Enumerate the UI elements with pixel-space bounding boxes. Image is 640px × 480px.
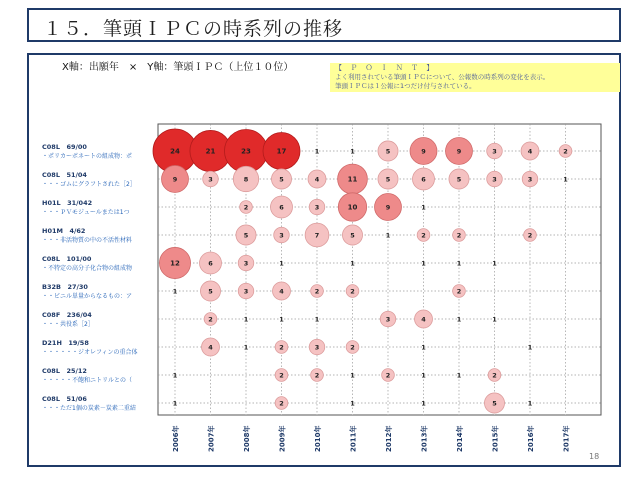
bubble-value: 1 <box>350 147 355 156</box>
bubble-value: 5 <box>385 175 391 184</box>
y-category-code: H01L 31/042 <box>42 199 93 207</box>
bubble-value: 1 <box>314 147 320 156</box>
bubble-value: 9 <box>172 175 178 184</box>
bubble-value: 1 <box>350 259 355 268</box>
bubble-value: 3 <box>208 175 213 184</box>
bubble-value: 1 <box>527 399 533 408</box>
bubble-value: 5 <box>208 287 213 296</box>
bubble-value: 2 <box>350 343 355 352</box>
bubble-value: 3 <box>314 203 320 212</box>
bubble-value: 5 <box>492 399 497 408</box>
bubble-value: 1 <box>314 315 320 324</box>
bubble-value: 8 <box>243 175 249 184</box>
bubble-value: 6 <box>208 259 213 268</box>
bubble-value: 10 <box>347 203 358 212</box>
bubble-value: 1 <box>492 315 497 324</box>
bubble-value: 2 <box>314 287 320 296</box>
bubble-value: 24 <box>170 147 180 156</box>
bubble-value: 1 <box>279 259 284 268</box>
bubble-value: 3 <box>314 343 320 352</box>
plot-area <box>158 124 601 415</box>
bubble-value: 1 <box>421 399 426 408</box>
bubble-value: 5 <box>243 231 249 240</box>
bubble-value: 1 <box>350 399 355 408</box>
bubble-value: 2 <box>563 147 568 156</box>
bubble-value: 3 <box>385 315 391 324</box>
page-title: １５．筆頭ＩＰＣの時系列の推移 <box>43 18 344 40</box>
y-category-code: C08L 101/00 <box>42 255 92 263</box>
bubble-value: 7 <box>314 231 320 240</box>
x-tick-label: 2011年 <box>349 425 358 452</box>
bubble-value: 2 <box>492 371 497 380</box>
x-tick-label: 2013年 <box>420 425 429 452</box>
y-category-code: D21H 19/58 <box>42 339 89 347</box>
bubble-value: 1 <box>172 287 178 296</box>
bubble-value: 3 <box>279 231 284 240</box>
y-category-code: C08L 51/06 <box>42 395 87 403</box>
bubble-value: 1 <box>172 399 178 408</box>
bubble-value: 3 <box>492 175 497 184</box>
bubble-value: 1 <box>243 315 249 324</box>
x-tick-label: 2008年 <box>243 425 251 452</box>
y-category-desc: ・・・ただ1個の炭素－炭素二重結 <box>42 405 136 412</box>
bubble-value: 1 <box>492 259 497 268</box>
bubble-value: 1 <box>456 315 462 324</box>
y-category-code: H01M 4/62 <box>42 227 86 235</box>
bubble-value: 1 <box>527 343 533 352</box>
bubble-value: 2 <box>385 371 391 380</box>
y-category-desc: ・不特定の高分子化合物の組成物 <box>42 265 133 272</box>
bubble-value: 5 <box>279 175 284 184</box>
bubble-value: 1 <box>421 259 426 268</box>
bubble-value: 5 <box>350 231 355 240</box>
x-tick-label: 2007年 <box>207 425 216 452</box>
bubble-value: 1 <box>421 203 426 212</box>
bubble-value: 11 <box>347 175 358 184</box>
bubble-value: 4 <box>279 287 284 296</box>
bubble-value: 5 <box>385 147 391 156</box>
y-category-desc: ・・・共役系［2］ <box>42 321 94 328</box>
bubble-value: 2 <box>456 287 462 296</box>
bubble-value: 2 <box>421 231 426 240</box>
y-category-code: C08F 236/04 <box>42 311 92 319</box>
bubble-value: 12 <box>170 259 180 268</box>
bubble-value: 2 <box>279 399 284 408</box>
bubble-value: 1 <box>172 371 178 380</box>
bubble-value: 1 <box>243 343 249 352</box>
bubble-value: 17 <box>276 147 287 156</box>
axis-description: X軸：出願年 × Y軸：筆頭ＩＰＣ（上位１０位） <box>62 62 294 73</box>
y-category-desc: ・・・ＰＶモジュールまたは1つ <box>42 209 130 216</box>
bubble-value: 4 <box>527 147 533 156</box>
y-category-desc: ・・・ゴムにグラフトされた［2］ <box>42 181 136 188</box>
point-line-2: 筆頭ＩＰＣは１公報に1つだけ付与されている。 <box>335 82 476 90</box>
y-category-desc: ・・・・・・ジオレフィンの重合体 <box>42 349 138 356</box>
x-tick-label: 2012年 <box>385 425 393 452</box>
bubble-value: 4 <box>208 343 213 352</box>
y-category-desc: ・・・・・不飽和ニトリルとの（ <box>42 377 133 384</box>
bubble-value: 2 <box>279 371 284 380</box>
y-category-desc: ・・・非活物質の中の不活性材料 <box>42 237 133 244</box>
x-tick-label: 2010年 <box>314 425 322 452</box>
bubble-value: 3 <box>527 175 533 184</box>
bubble-value: 2 <box>208 315 213 324</box>
bubble-value: 6 <box>421 175 426 184</box>
bubble-value: 1 <box>385 231 391 240</box>
bubble-value: 9 <box>456 147 462 156</box>
bubble-value: 1 <box>456 371 462 380</box>
bubble-value: 6 <box>279 203 284 212</box>
x-tick-label: 2014年 <box>456 425 464 452</box>
y-category-desc: ・ポリカーボネートの組成物：ポ <box>42 153 132 160</box>
page-number: 18 <box>589 452 600 461</box>
bubble-value: 23 <box>241 147 251 156</box>
bubble-value: 1 <box>421 343 426 352</box>
bubble-value: 2 <box>350 287 355 296</box>
bubble-value: 1 <box>456 259 462 268</box>
bubble-value: 9 <box>385 203 391 212</box>
bubble-value: 3 <box>243 287 249 296</box>
bubble-value: 9 <box>421 147 426 156</box>
bubble-value: 2 <box>456 231 462 240</box>
bubble-value: 2 <box>279 343 284 352</box>
point-title: 【 Ｐ Ｏ Ｉ Ｎ Ｔ 】 <box>335 64 437 72</box>
bubble-value: 2 <box>314 371 320 380</box>
bubble-value: 5 <box>456 175 462 184</box>
bubble-value: 4 <box>421 315 426 324</box>
bubble-value: 2 <box>527 231 533 240</box>
bubble-value: 1 <box>563 175 568 184</box>
bubble-value: 21 <box>205 147 216 156</box>
bubble-value: 2 <box>243 203 249 212</box>
bubble-value: 3 <box>243 259 249 268</box>
y-category-desc: ・・ビニル単量からなるもの：ア <box>42 293 133 300</box>
x-tick-label: 2016年 <box>527 425 535 452</box>
x-tick-label: 2015年 <box>491 425 500 452</box>
y-category-code: C08L 25/12 <box>42 367 87 375</box>
y-category-code: B32B 27/30 <box>42 283 88 291</box>
bubble-value: 1 <box>350 371 355 380</box>
y-category-code: C08L 69/00 <box>42 143 87 151</box>
point-line-1: よく利用されている筆頭ＩＰＣについて、公報数の時系列の変化を表示。 <box>335 73 550 81</box>
x-tick-label: 2017年 <box>562 425 571 452</box>
bubble-value: 4 <box>314 175 320 184</box>
x-tick-label: 2006年 <box>172 425 180 452</box>
x-tick-label: 2009年 <box>278 425 287 452</box>
bubble-value: 3 <box>492 147 497 156</box>
y-category-code: C08L 51/04 <box>42 171 87 179</box>
bubble-value: 1 <box>279 315 284 324</box>
bubble-value: 1 <box>421 371 426 380</box>
